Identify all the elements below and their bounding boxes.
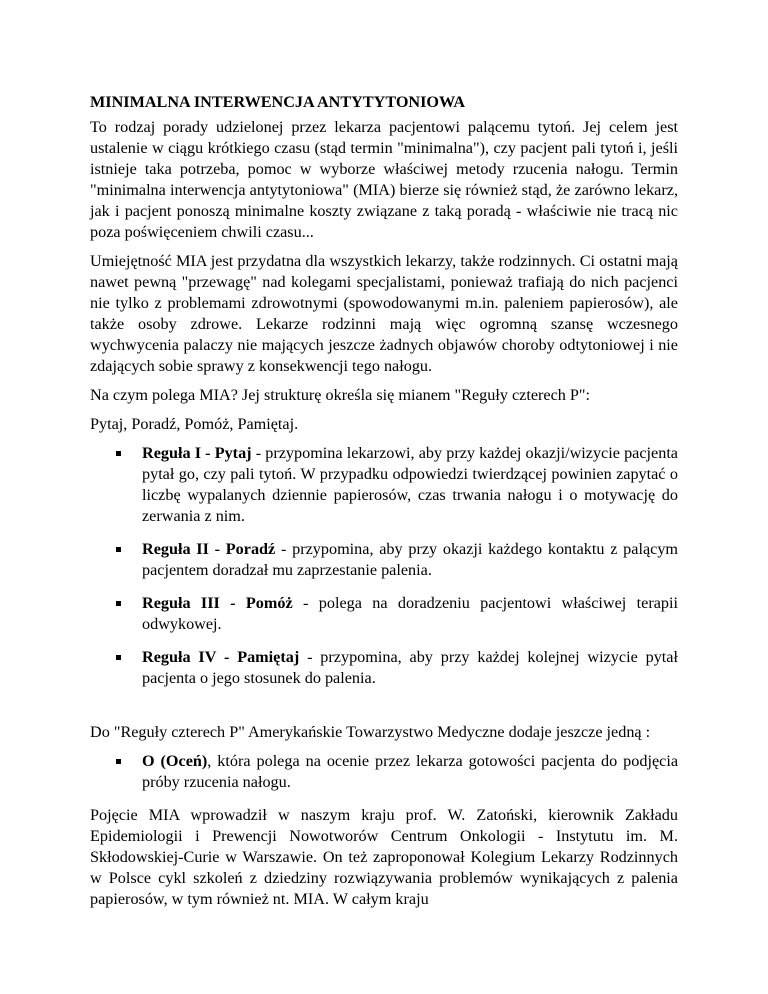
- rule-text: - przypomina, aby przy okazji każdego kontaktu z palącym pacjentem doradzał mu zaprzestanie palenia.: [142, 540, 678, 579]
- document-page: [90, 92, 678, 918]
- rule-label: Reguła III - Pomóż: [142, 594, 293, 612]
- list-item-rule-1: [90, 443, 678, 527]
- paragraph-four-p: Pytaj, Poradź, Pomóż, Pamiętaj.: [90, 415, 299, 433]
- list-item-rule-2: [90, 539, 678, 581]
- rule-label: O (Oceń): [142, 752, 208, 770]
- rule-label: Reguła IV - Pamiętaj: [142, 648, 300, 666]
- paragraph-mia-poland: Pojęcie MIA wprowadził w naszym kraju prof. W. Zatoński, kierownik Zakładu Epidemiologii i Prewencji Nowotworów Centrum Onkologii - Instytutu im. M. Skłodowskiej-Curie w Warszawie. On też zaproponował Kolegium Lekarzy Rodzinnych w Polsce cykl szkoleń z dziedziny rozwiązywania problemów wynikających z palenia papierosów, w tym również nt. MIA. W całym kraju: [90, 806, 678, 908]
- bullet-icon: [116, 601, 121, 606]
- rule-text: - przypomina lekarzowi, aby przy każdej okazji/wizycie pacjenta pytał go, czy pali tytoń. W przypadku odpowiedzi twierdzącej powinien zapytać o liczbę wypalanych dziennie papierosów, czas trwania nałogu i o motywację do zerwania z nim.: [142, 444, 678, 525]
- paragraph-ama-addition: Do "Reguły czterech P" Amerykańskie Towarzystwo Medyczne dodaje jeszcze jedną :: [90, 723, 651, 741]
- paragraph-family-doctors: Umiejętność MIA jest przydatna dla wszystkich lekarzy, także rodzinnych. Ci ostatni mają nawet pewną "przewagę" nad kolegami specjalistami, ponieważ trafiają do nich pacjenci nie tylko z problemami zdrowotnymi (spowodowanymi m.in. paleniem papierosów), ale także osoby zdrowe. Lekarze rodzinni mają więc ogromną szansę wczesnego wychwycenia palaczy nie mających jeszcze żadnych objawów choroby odtytoniowej i nie zdających sobie sprawy z konsekwencji tego nałogu.: [90, 252, 678, 375]
- rule-label: Reguła I - Pytaj: [142, 444, 252, 462]
- rules-list: [90, 443, 678, 689]
- list-item-rule-o: [90, 751, 678, 793]
- rule-text: - polega na doradzeniu pacjentowi właściwej terapii odwykowej.: [142, 594, 678, 633]
- bullet-icon: [116, 451, 121, 456]
- blank-line: [90, 701, 678, 722]
- bullet-icon: [116, 759, 121, 764]
- bullet-icon: [116, 547, 121, 552]
- rule-text: , która polega na ocenie przez lekarza gotowości pacjenta do podjęcia próby rzucenia nałogu.: [142, 752, 679, 791]
- rule-text: - przypomina, aby przy każdej kolejnej wizycie pytał pacjenta o jego stosunek do palenia.: [142, 648, 678, 687]
- list-item-rule-4: [90, 647, 678, 689]
- rule-label: Reguła II - Poradź: [142, 540, 276, 558]
- document-title: MINIMALNA INTERWENCJA ANTYTYTONIOWA: [90, 93, 466, 111]
- list-item-rule-3: [90, 593, 678, 635]
- paragraph-intro: To rodzaj porady udzielonej przez lekarza pacjentowi palącemu tytoń. Jej celem jest ustalenie w ciągu krótkiego czasu (stąd termin "minimalna"), czy pacjent pali tytoń i, jeśli istnieje taka potrzeba, pomoc w wyborze właściwej metody rzucenia nałogu. Termin "minimalna interwencja antytytoniowa" (MIA) bierze się również stąd, że zarówno lekarz, jak i pacjent ponoszą minimalne koszty związane z taką poradą - właściwie nie tracą nic poza poświęceniem chwili czasu...: [90, 118, 678, 241]
- paragraph-structure-question: Na czym polega MIA? Jej strukturę określa się mianem "Reguły czterech P":: [90, 386, 591, 404]
- bullet-icon: [116, 655, 121, 660]
- extra-rule-list: [90, 751, 678, 793]
